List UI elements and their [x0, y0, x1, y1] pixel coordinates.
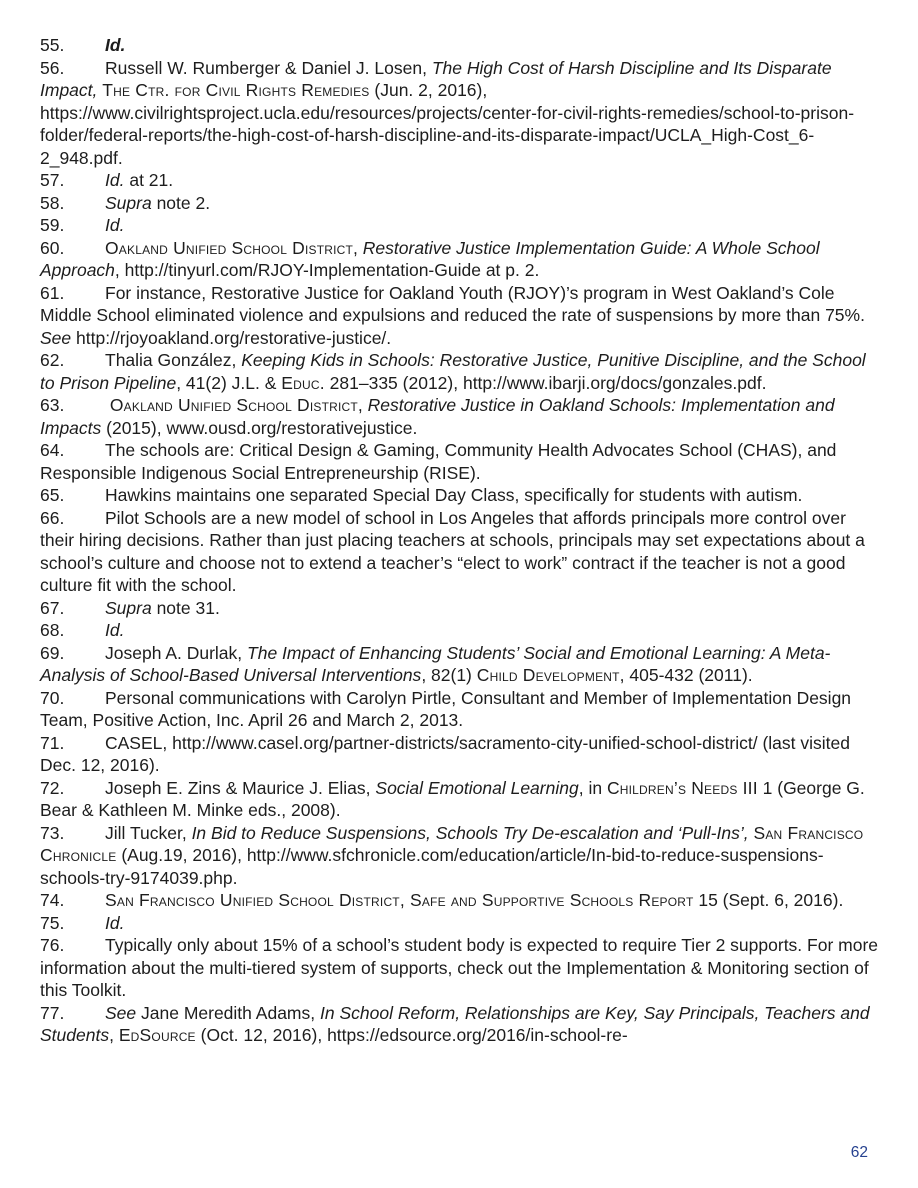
endnote-number: 76. [40, 935, 65, 955]
endnote-number: 60. [40, 237, 65, 258]
endnote-text-segment: The High Cost of Harsh Discipline and Its Disparate Impact, [40, 57, 832, 100]
endnote-number: 59. [40, 215, 65, 235]
endnote-number: 58. [40, 192, 65, 213]
endnote-55 [40, 34, 878, 57]
endnote-67 [40, 597, 878, 620]
endnote-text-segment: (Aug.19, 2016), http://www.sfchronicle.com/education/article/In-bid-to-reduce-suspensions-schools-try-9174039.php. [40, 845, 824, 888]
endnote-text-segment: , http://tinyurl.com/RJOY-Implementation-Guide at p. 2. [114, 260, 540, 280]
endnote-text-segment: Educ. [281, 372, 325, 393]
endnote-72 [40, 777, 878, 822]
endnote-text-segment: (Jun. 2, 2016), https://www.civilrightsproject.ucla.edu/resources/projects/center-for-civil-rights-remedies/school-to-prison-folder/federal-reports/the-high-cost-of-harsh-discipline-and-its-disparate-impact/UCLA_High-Cost_6-2_948.pdf. [40, 80, 855, 168]
endnote-number: 65. [40, 485, 65, 505]
endnote-number: 71. [40, 732, 65, 753]
endnote-number: 56. [40, 57, 65, 78]
endnote-text-segment: In Bid to Reduce Suspensions, Schools Try De-escalation and ‘Pull-Ins’, [191, 822, 749, 843]
endnote-text-segment: 15 (Sept. 6, 2016). [693, 890, 844, 910]
endnote-number: 70. [40, 687, 65, 708]
endnote-number: 69. [40, 642, 65, 663]
endnote-text-segment: (Oct. 12, 2016), https://edsource.org/2016/in-school-re- [195, 1025, 628, 1045]
endnote-66 [40, 507, 878, 597]
endnote-text-segment: 281–335 (2012), http://www.ibarji.org/docs/gonzales.pdf. [324, 372, 767, 393]
endnote-text-segment: San Francisco Unified School District, Safe and Supportive Schools Report [105, 890, 694, 910]
endnote-number: 72. [40, 777, 65, 798]
endnote-number: 57. [40, 170, 65, 190]
endnote-text-segment: The Impact of Enhancing Students’ Social and Emotional Learning: A Meta-Analysis of School-Based Universal Interventions [40, 642, 831, 685]
endnote-text-segment: Restorative Justice in Oakland Schools: Implementation and Impacts [40, 395, 835, 438]
endnote-text-segment: at 21. [124, 170, 174, 190]
endnote-text-segment: Thalia González, [105, 350, 242, 370]
endnote-text-segment: Personal communications with Carolyn Pirtle, Consultant and Member of Implementation Design Team, Positive Action, Inc. April 26 and March 2, 2013. [40, 687, 852, 730]
endnote-number: 74. [40, 890, 65, 910]
endnote-text-segment: See [40, 327, 72, 348]
endnote-text-segment: , in [578, 777, 607, 798]
endnote-59 [40, 214, 878, 237]
endnote-text-segment: Id. [105, 215, 125, 235]
endnote-text-segment: 1 (George G. Bear & Kathleen M. Minke eds., 2008). [40, 777, 865, 820]
endnote-text-segment: , [357, 395, 368, 415]
endnote-text-segment: , [109, 1025, 119, 1045]
endnote-68 [40, 619, 878, 642]
endnote-74 [40, 889, 878, 912]
endnote-text-segment: Children’s Needs III [606, 777, 758, 798]
endnote-text-segment: Child Development [476, 665, 620, 685]
endnote-number: 66. [40, 507, 65, 528]
endnote-77 [40, 1002, 878, 1047]
endnote-text-segment: San Francisco Chronicle [40, 822, 864, 865]
endnote-text-segment: Jill Tucker, [105, 822, 192, 843]
endnote-text-segment: http://rjoyoakland.org/restorative-justice/. [71, 327, 392, 348]
endnote-text-segment: (2015), www.ousd.org/restorativejustice. [101, 417, 418, 438]
endnote-text-segment: Id. [105, 170, 125, 190]
page-number: 62 [850, 1144, 868, 1161]
endnote-75 [40, 912, 878, 935]
endnote-text-segment: See [105, 1002, 137, 1023]
endnote-text-segment: Oakland Unified School District [109, 395, 358, 415]
endnote-text-segment: The Ctr. for Civil Rights Remedies [102, 80, 370, 100]
endnotes-list [40, 34, 878, 1047]
endnote-text-segment: Id. [105, 620, 125, 640]
endnote-text-segment: Jane Meredith Adams, [136, 1002, 320, 1023]
endnote-text-segment: , 405-432 (2011). [619, 665, 753, 685]
endnote-63 [40, 394, 878, 439]
endnote-text-segment: Supra [105, 597, 152, 618]
endnote-62 [40, 349, 878, 394]
endnote-text-segment: Oakland Unified School District [105, 237, 354, 258]
endnote-71 [40, 732, 878, 777]
endnote-text-segment: Hawkins maintains one separated Special Day Class, specifically for students with autism. [105, 485, 803, 505]
endnote-number: 64. [40, 440, 65, 460]
endnote-58 [40, 192, 878, 215]
endnote-text-segment: Keeping Kids in Schools: Restorative Justice, Punitive Discipline, and the School to Prison Pipeline [40, 350, 866, 393]
endnote-number: 67. [40, 597, 65, 618]
endnote-61 [40, 282, 878, 350]
endnote-57 [40, 169, 878, 192]
endnote-text-segment: The schools are: Critical Design & Gaming, Community Health Advocates School (CHAS), and Responsible Indigenous Social Entrepreneurship (RISE). [40, 440, 837, 483]
endnote-text-segment: EdSource [118, 1025, 196, 1045]
endnote-number: 62. [40, 350, 65, 370]
endnote-text-segment: Id. [105, 35, 126, 55]
endnote-76 [40, 934, 878, 1002]
endnote-number: 75. [40, 912, 65, 933]
endnote-69 [40, 642, 878, 687]
endnote-60 [40, 237, 878, 282]
endnote-text-segment: , 41(2) J.L. & [176, 372, 282, 393]
endnote-text-segment: CASEL, http://www.casel.org/partner-districts/sacramento-city-unified-school-district/ (last visited Dec. 12, 2016). [40, 732, 850, 775]
endnote-56 [40, 57, 878, 170]
endnote-text-segment: Joseph E. Zins & Maurice J. Elias, [105, 777, 376, 798]
endnote-65 [40, 484, 878, 507]
endnote-64 [40, 439, 878, 484]
endnote-text-segment: For instance, Restorative Justice for Oakland Youth (RJOY)’s program in West Oakland’s Cole Middle School eliminated violence and expulsions and reduced the rate of suspensions by more than 75%. [40, 282, 865, 325]
endnote-text-segment: , [353, 237, 363, 258]
endnote-text-segment: Russell W. Rumberger & Daniel J. Losen, [105, 57, 432, 78]
endnote-text-segment: In School Reform, Relationships are Key, Say Principals, Teachers and Students [40, 1002, 870, 1045]
endnote-text-segment: Restorative Justice Implementation Guide: A Whole School Approach [40, 237, 820, 280]
endnote-text-segment: note 31. [151, 597, 220, 618]
endnote-number: 61. [40, 282, 65, 303]
endnote-number: 68. [40, 620, 65, 640]
endnote-text-segment: Supra [105, 192, 152, 213]
endnote-text-segment: Id. [105, 912, 125, 933]
endnote-text-segment: Social Emotional Learning [375, 777, 579, 798]
endnote-text-segment: Typically only about 15% of a school’s student body is expected to require Tier 2 supports. For more information about the multi-tiered system of supports, check out the Implementation & Monitoring section of this Toolkit. [40, 935, 879, 1000]
endnote-number: 63. [40, 395, 65, 415]
endnote-number: 55. [40, 35, 65, 55]
endnote-number: 77. [40, 1002, 65, 1023]
endnote-text-segment: Joseph A. Durlak, [105, 642, 248, 663]
endnote-73 [40, 822, 878, 890]
endnote-text-segment: , 82(1) [421, 665, 477, 685]
endnote-text-segment: note 2. [151, 192, 211, 213]
endnote-text-segment: Pilot Schools are a new model of school in Los Angeles that affords principals more control over their hiring decisions. Rather than just placing teachers at schools, principals may set expectations about a school’s culture and choose not to extend a teacher’s “elect to work” contract if the teacher is not a good culture fit with the school. [40, 507, 865, 595]
endnote-70 [40, 687, 878, 732]
endnote-number: 73. [40, 822, 65, 843]
